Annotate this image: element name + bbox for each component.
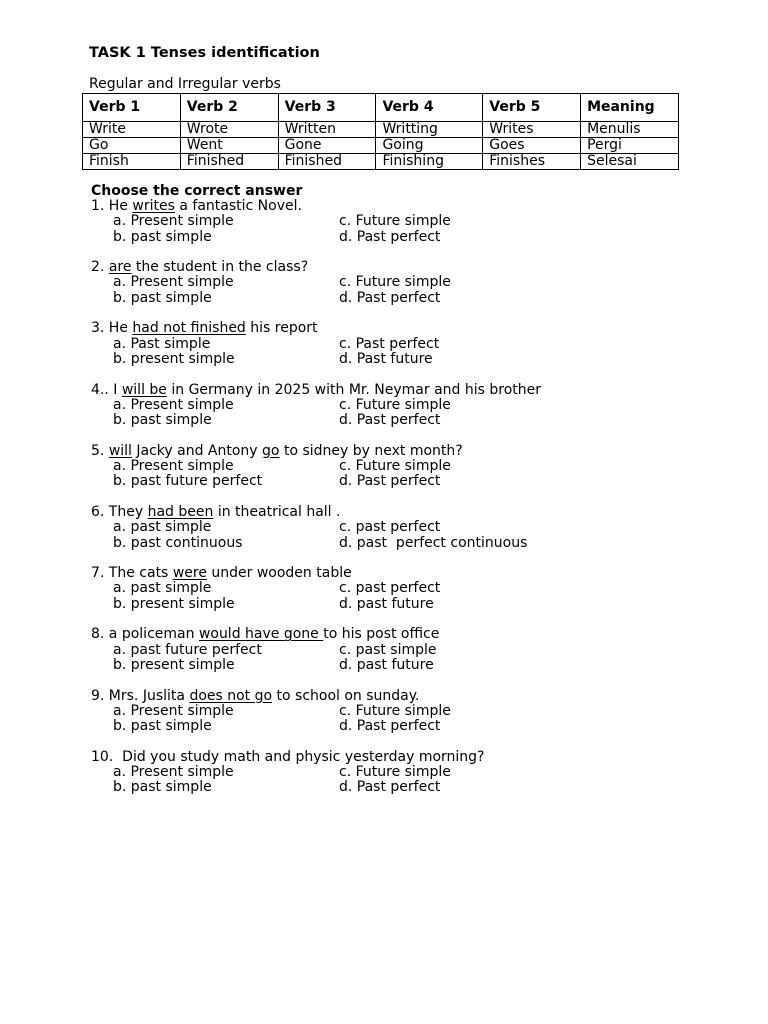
answer-option: a. Present simple — [113, 213, 234, 230]
answer-option: a. past simple — [113, 580, 212, 597]
underlined-verb: had been — [147, 503, 214, 520]
answer-option: b. past simple — [113, 412, 212, 429]
answer-option: c. Future simple — [339, 274, 451, 291]
underlined-verb: writes — [132, 198, 175, 214]
table-header-cell: Verb 1 — [83, 94, 181, 122]
table-cell: Writes — [483, 122, 581, 138]
answer-option: d. Past perfect — [339, 779, 441, 796]
answer-option: b. present simple — [113, 656, 235, 673]
answer-option: d. Past perfect — [339, 718, 441, 735]
answer-option: d. past future — [339, 656, 434, 673]
table-header-cell: Verb 5 — [483, 94, 581, 122]
table-cell: Went — [180, 138, 278, 154]
question-item — [91, 199, 731, 260]
question-item — [91, 260, 731, 321]
underlined-verb: go — [262, 442, 280, 459]
answer-option: a. past future perfect — [113, 641, 262, 658]
verbs-table — [82, 93, 679, 170]
answer-option: a. Present simple — [113, 763, 234, 780]
answer-option: c. Future simple — [339, 458, 451, 475]
answer-option: d. Past perfect — [339, 473, 441, 490]
question-item — [91, 444, 731, 505]
underlined-verb: will — [108, 442, 132, 459]
table-header-cell: Verb 2 — [180, 94, 278, 122]
table-cell: Going — [376, 138, 483, 154]
table-cell: Pergi — [581, 138, 679, 154]
underlined-verb: had not finished — [132, 320, 246, 337]
table-cell: Finishing — [376, 154, 483, 170]
question-text: 9. Mrs. Juslita does not go to school on sunday. — [91, 687, 420, 704]
answer-option: a. Present simple — [113, 702, 234, 719]
answer-option: d. past future — [339, 595, 434, 612]
answer-option: b. present simple — [113, 350, 235, 367]
answer-option: b. past continuous — [113, 534, 243, 551]
answer-option: b. past simple — [113, 228, 212, 245]
answer-option: c. past perfect — [339, 580, 441, 597]
table-cell: Finishes — [483, 154, 581, 170]
question-item — [91, 627, 731, 688]
answer-option: b. past future perfect — [113, 473, 263, 490]
answer-option: c. Future simple — [339, 702, 451, 719]
table-cell: Finish — [83, 154, 181, 170]
answer-option: a. Present simple — [113, 396, 234, 413]
answer-option: d. Past perfect — [339, 289, 441, 306]
instruction: Choose the correct answer — [91, 183, 303, 199]
question-text: 5. will Jacky and Antony go to sidney by next month? — [91, 442, 463, 459]
question-text: 3. He had not finished his report — [91, 320, 318, 337]
answer-option: b. past simple — [113, 718, 212, 735]
question-item — [91, 383, 731, 444]
underlined-verb: were — [172, 565, 207, 582]
table-header-cell: Verb 3 — [278, 94, 376, 122]
question-text: 2. are the student in the class? — [91, 259, 309, 276]
table-cell: Gone — [278, 138, 376, 154]
question-item — [91, 566, 731, 627]
table-row — [83, 154, 679, 170]
question-text: 7. The cats were under wooden table — [91, 565, 352, 582]
table-cell: Goes — [483, 138, 581, 154]
answer-option: a. Present simple — [113, 458, 234, 475]
question-text: 10. Did you study math and physic yesterday morning? — [91, 748, 485, 765]
answer-option: d. Past perfect — [339, 412, 441, 429]
question-item — [91, 689, 731, 750]
underlined-verb: are — [108, 259, 132, 276]
question-list — [91, 199, 731, 811]
underlined-verb: does not go — [189, 687, 273, 704]
answer-option: a. Present simple — [113, 274, 234, 291]
table-row — [83, 122, 679, 138]
question-text: 8. a policeman would have gone to his post office — [91, 626, 440, 643]
question-item — [91, 750, 731, 811]
table-cell: Written — [278, 122, 376, 138]
underlined-verb: will be — [121, 381, 167, 398]
table-row — [83, 138, 679, 154]
question-item — [91, 321, 731, 382]
answer-option: c. Past perfect — [339, 335, 440, 352]
answer-option: c. Future simple — [339, 396, 451, 413]
answer-option: d. past perfect continuous — [339, 534, 528, 551]
answer-option: c. Future simple — [339, 213, 451, 230]
table-header-cell: Meaning — [581, 94, 679, 122]
table-cell: Menulis — [581, 122, 679, 138]
table-cell: Finished — [180, 154, 278, 170]
table-header-row — [83, 94, 679, 122]
table-cell: Go — [83, 138, 181, 154]
question-text: 6. They had been in theatrical hall . — [91, 503, 341, 520]
answer-option: b. present simple — [113, 595, 235, 612]
table-cell: Writting — [376, 122, 483, 138]
answer-option: d. Past perfect — [339, 228, 441, 245]
table-cell: Finished — [278, 154, 376, 170]
answer-option: c. past simple — [339, 641, 437, 658]
page-title: TASK 1 Tenses identification — [89, 45, 320, 61]
answer-option: b. past simple — [113, 779, 212, 796]
table-cell: Selesai — [581, 154, 679, 170]
question-text: 1. He writes a fantastic Novel. — [91, 198, 302, 214]
underlined-verb: would have gone — [198, 626, 324, 643]
answer-option: c. past perfect — [339, 519, 441, 536]
answer-option: a. past simple — [113, 519, 212, 536]
answer-option: b. past simple — [113, 289, 212, 306]
answer-option: c. Future simple — [339, 763, 451, 780]
table-header-cell: Verb 4 — [376, 94, 483, 122]
question-item — [91, 505, 731, 566]
table-cell: Write — [83, 122, 181, 138]
answer-option: a. Past simple — [113, 335, 211, 352]
question-text: 4.. I will be in Germany in 2025 with Mr. Neymar and his brother — [91, 381, 541, 398]
table-cell: Wrote — [180, 122, 278, 138]
answer-option: d. Past future — [339, 350, 433, 367]
table-caption: Regular and Irregular verbs — [89, 76, 281, 92]
